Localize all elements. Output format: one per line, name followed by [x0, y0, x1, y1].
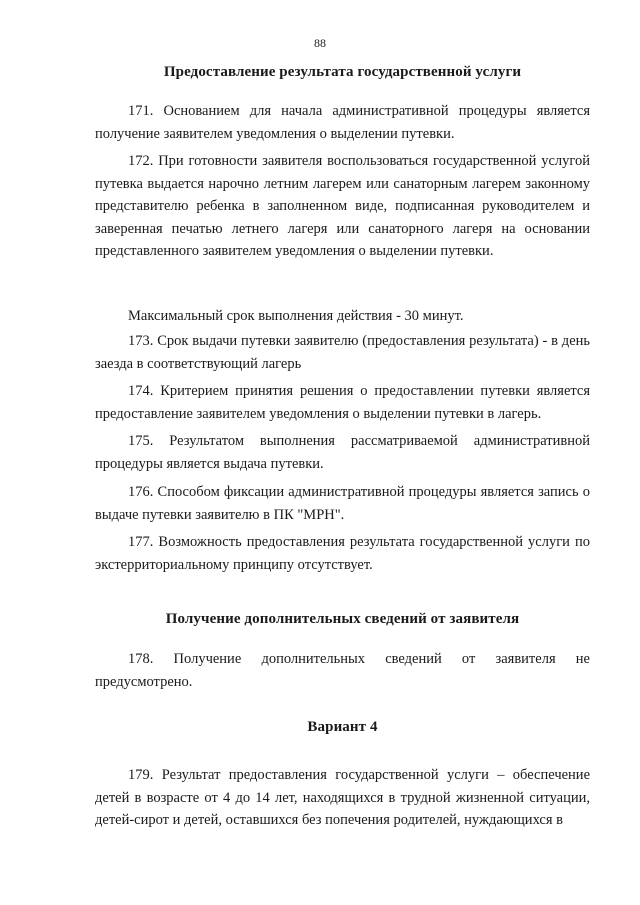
- section-heading-variant-4: Вариант 4: [307, 719, 378, 735]
- paragraph-177: 177. Возможность предоставления результата государственной услуги по экстерриториальному принципу отсутствует.: [95, 534, 590, 573]
- paragraph-172: 172. При готовности заявителя воспользоваться государственной услугой путевка выдается нарочно летним лагерем или санаторным лагерем законному представителю ребенка в заполненном виде, подписанная руководителем и заверенная печатью летнего лагеря или санаторного лагеря на основании представленного заявителем уведомления о выделении путевки.: [95, 153, 590, 259]
- page-number: 88: [314, 36, 326, 50]
- paragraph-173: 173. Срок выдачи путевки заявителю (предоставления результата) - в день заезда в соответствующий лагерь: [95, 333, 590, 372]
- paragraph-175: 175. Результатом выполнения рассматриваемой административной процедуры является выдача путевки.: [95, 433, 590, 472]
- section-heading-additional-info: Получение дополнительных сведений от заявителя: [165, 611, 520, 627]
- paragraph-174: 174. Критерием принятия решения о предоставлении путевки является предоставление заявителем уведомления о выделении путевки в лагерь.: [95, 383, 590, 422]
- paragraph-176: 176. Способом фиксации административной процедуры является запись о выдаче путевки заявителю в ПК "МРН".: [95, 484, 590, 523]
- paragraph-179: 179. Результат предоставления государственной услуги – обеспечение детей в возрасте от 4 до 14 лет, находящихся в трудной жизненной ситуации, детей-сирот и детей, оставшихся без попечения родителей, нуждающихся в: [95, 767, 590, 828]
- paragraph-171: 171. Основанием для начала административной процедуры является получение заявителем уведомления о выделении путевки.: [95, 103, 590, 142]
- paragraph-max-time: Максимальный срок выполнения действия - 30 минут.: [128, 308, 464, 324]
- section-heading-result: Предоставление результата государственной услуги: [163, 64, 522, 80]
- paragraph-178: 178. Получение дополнительных сведений от заявителя не предусмотрено.: [95, 651, 590, 690]
